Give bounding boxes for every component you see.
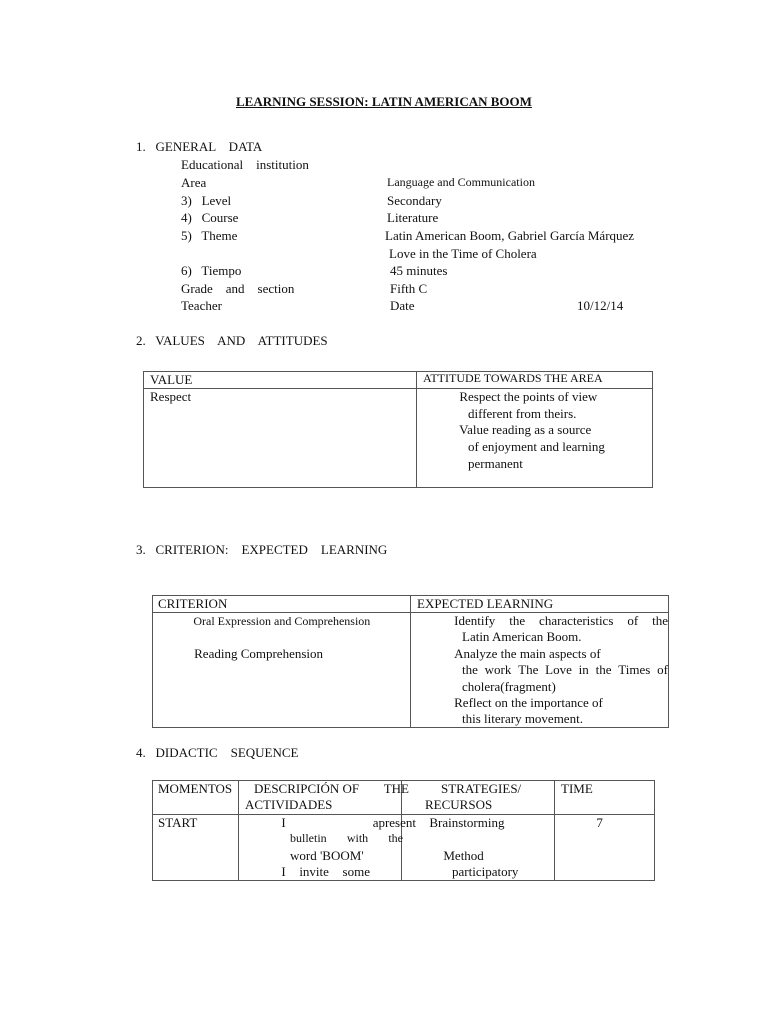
learning-word: the (509, 613, 526, 628)
value-theme: Latin American Boom, Gabriel García Márquez (385, 228, 635, 243)
header-momentos: MOMENTOS (158, 781, 233, 796)
values-header-attitude: ATTITUDE TOWARDS THE AREA (423, 371, 603, 385)
strategy-method:   Method (430, 848, 484, 863)
learning-word: the (462, 662, 478, 677)
label-educational-institution: Educational institution (181, 157, 309, 172)
learning-1-line-2: Latin American Boom. (462, 629, 582, 644)
section-heading-didactic-sequence: 4. DIDACTIC SEQUENCE (136, 745, 299, 760)
bullet-icon:   (181, 646, 192, 661)
attitude-line-1:   Respect the points of view (446, 389, 598, 404)
learning-1-line-1 (441, 613, 668, 630)
label-tiempo: 6) Tiempo (181, 263, 242, 278)
page-title: LEARNING SESSION: LATIN AMERICAN BOOM (236, 94, 532, 109)
values-header-value: VALUE (150, 372, 193, 387)
attitude-line-4: of enjoyment and learning (468, 439, 605, 454)
label-level: 3) Level (181, 193, 232, 208)
learning-word: Love (545, 662, 572, 677)
label-course: 4) Course (181, 210, 239, 225)
header-actividades: ACTIVIDADES (245, 797, 333, 812)
learning-word: the (595, 662, 612, 677)
attitude-line-2: different from theirs. (468, 406, 577, 421)
value-date: 10/12/14 (577, 298, 624, 313)
header-recursos: RECURSOS (425, 797, 493, 812)
strategy-participatory: participatory (452, 864, 519, 879)
learning-word: Times (618, 662, 651, 677)
section-heading-general-data: 1. GENERAL DATA (136, 139, 263, 154)
header-time: TIME (561, 781, 593, 796)
learning-3-line-2: this literary movement. (462, 711, 583, 726)
label-area: Area (181, 175, 207, 190)
learning-word: work (484, 662, 512, 677)
value-course: Literature (387, 210, 439, 225)
criterion-item-reading-label: Reading Comprehension (194, 646, 324, 661)
learning-word: of (627, 613, 639, 628)
criterion-table-col-divider (410, 595, 411, 728)
learning-word: characteristics (539, 613, 614, 628)
attitude-line-3:   Value reading as a source (446, 422, 592, 437)
desc-line-2: bulletin with the (290, 831, 403, 845)
bullet-icon:   (181, 614, 191, 628)
criterion-item-reading (181, 646, 323, 663)
learning-2-line-3: cholera(fragment) (462, 679, 556, 694)
criterion-item-oral-label: Oral Expression and Comprehension (193, 614, 371, 628)
desc-line-3: word 'BOOM' (290, 848, 364, 863)
values-table-col-divider (416, 371, 417, 488)
value-theme-line2: Love in the Time of Cholera (389, 246, 537, 261)
value-area: Language and Communication (387, 175, 535, 189)
bullet-icon:   (441, 695, 452, 710)
desc-line-4:   I invite some (268, 864, 370, 879)
header-descripcion: DESCRIPCIÓN OF THE (254, 781, 409, 796)
header-strategies: STRATEGIES/ (441, 781, 522, 796)
learning-3-line-1:   Reflect on the importance of (441, 695, 603, 710)
bullet-icon:   (441, 613, 452, 628)
label-date: Date (390, 298, 415, 313)
label-theme: 5) Theme (181, 228, 238, 243)
desc-line-1:   I apresent (268, 815, 416, 830)
label-grade-section: Grade and section (181, 281, 295, 296)
criterion-header: CRITERION (158, 596, 228, 611)
time-value:   7 (583, 815, 603, 830)
value-grade-section: Fifth C (390, 281, 428, 296)
didactic-col-divider-1 (238, 780, 239, 881)
value-respect: Respect (150, 389, 192, 404)
learning-word: The (518, 662, 539, 677)
didactic-col-divider-3 (554, 780, 555, 881)
learning-word: the (652, 613, 668, 628)
learning-word: of (657, 662, 668, 677)
section-heading-values-attitudes: 2. VALUES AND ATTITUDES (136, 333, 328, 348)
attitude-line-5: permanent (468, 456, 523, 471)
learning-2-line-1:   Analyze the main aspects of (441, 646, 601, 661)
value-tiempo: 45 minutes (390, 263, 448, 278)
learning-2-line-2 (462, 662, 668, 679)
criterion-item-oral (181, 614, 370, 630)
bullet-icon:   (441, 646, 452, 661)
learning-word: in (578, 662, 589, 677)
learning-word:   Identify (441, 613, 496, 628)
section-heading-criterion: 3. CRITERION: EXPECTED LEARNING (136, 542, 388, 557)
label-teacher: Teacher (181, 298, 222, 313)
momento-start: START (158, 815, 198, 830)
strategy-brainstorming:   Brainstorming (416, 815, 505, 830)
expected-learning-header: EXPECTED LEARNING (417, 596, 554, 611)
value-level: Secondary (387, 193, 442, 208)
